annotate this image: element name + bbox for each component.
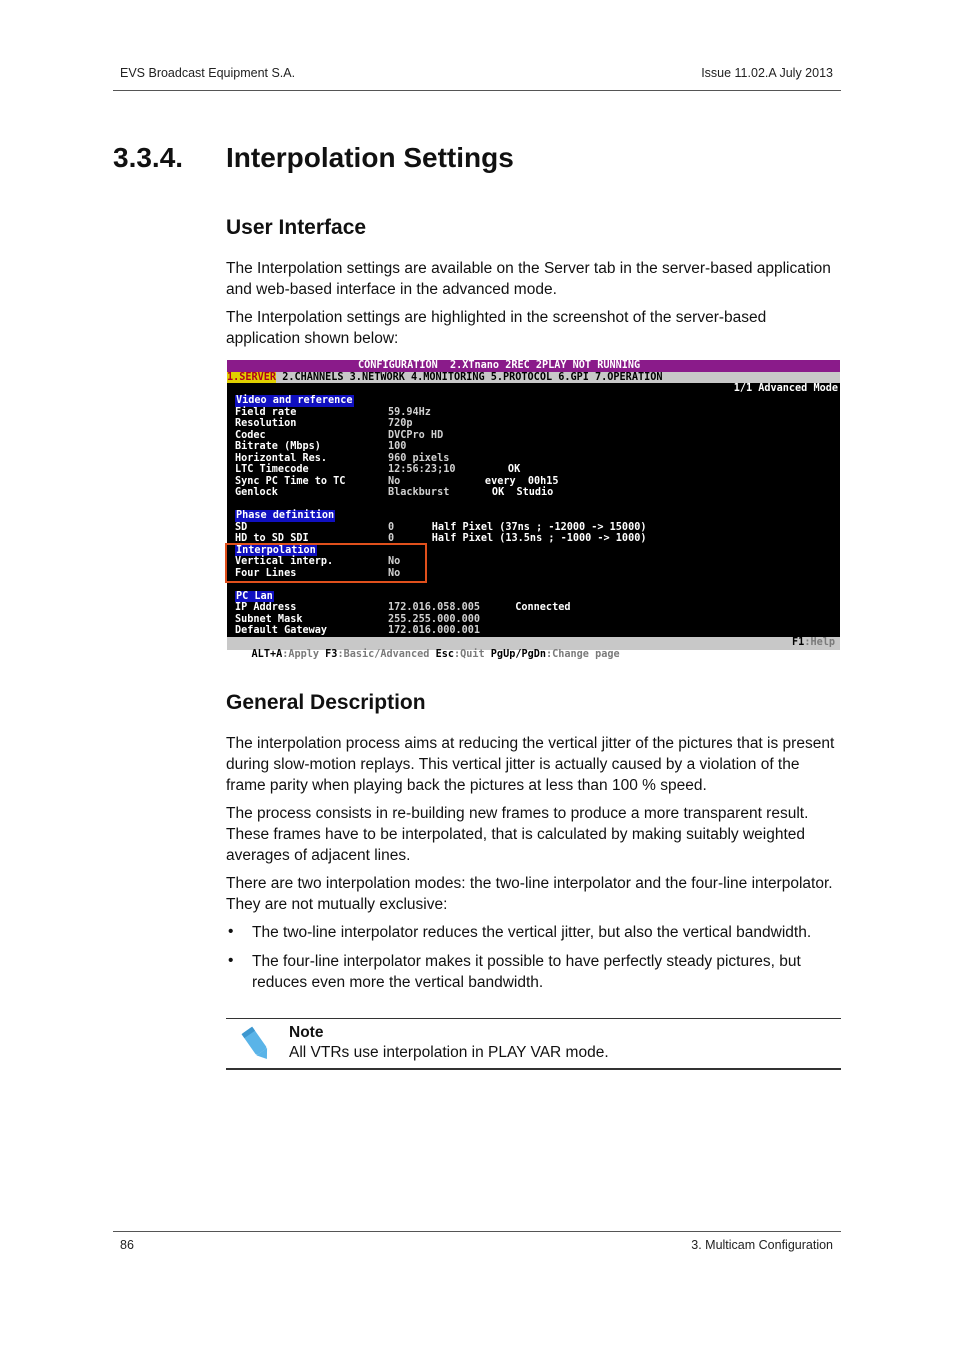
key-f1: F1 — [792, 637, 805, 648]
note-bottom-rule — [226, 1068, 841, 1070]
key-description: :Change page — [546, 648, 620, 660]
terminal-label: HD to SD SDI — [235, 533, 309, 544]
terminal-function-bar — [227, 637, 840, 660]
terminal-label: Vertical interp. — [235, 556, 334, 567]
key-description: :Help — [804, 637, 835, 648]
terminal-label: Field rate — [235, 406, 297, 418]
key-pgup-pgdn: PgUp/PgDn — [490, 648, 546, 660]
help-key — [792, 637, 835, 649]
terminal-section-video: Video and reference — [236, 395, 353, 406]
terminal-value: DVCPro HD — [388, 429, 444, 441]
bullet-item: The four-line interpolator makes it possible to have perfectly steady pictures, but reduces even more the vertical bandwidth. — [252, 953, 801, 991]
terminal-status: Connected — [503, 602, 571, 613]
terminal-label: Sync PC Time to TC — [235, 475, 346, 487]
terminal-label: Resolution — [235, 418, 297, 429]
terminal-title: CONFIGURATION 2.XTnano 2REC 2PLAY NOT RUNNING — [358, 360, 641, 371]
key-alt-a: ALT+A — [251, 648, 283, 660]
terminal-value: Blackburst — [388, 487, 450, 498]
key-description: :Basic/Advanced — [337, 648, 436, 660]
terminal-status: OK Studio — [449, 487, 554, 498]
terminal-value: 172.016.000.001 — [388, 625, 481, 636]
running-header-issue: Issue 11.02.A July 2013 — [701, 66, 833, 80]
terminal-status: every 00h15 — [442, 475, 559, 487]
key-description: :Apply — [282, 648, 326, 660]
terminal-value: 255.255.000.000 — [388, 613, 481, 625]
note-text: All VTRs use interpolation in PLAY VAR mode. — [289, 1044, 609, 1061]
tab-server: 1.SERVER — [227, 371, 277, 383]
key-f3: F3 — [325, 648, 338, 660]
tab-others: 2.CHANNELS 3.NETWORK 4.MONITORING 5.PROTOCOL 6.GPI 7.OPERATION — [276, 371, 663, 383]
terminal-status: Half Pixel (37ns ; -12000 -> 15000) — [395, 521, 647, 533]
terminal-mode: 1/1 Advanced Mode — [733, 383, 838, 394]
terminal-value: 0 — [388, 521, 395, 533]
terminal-value: 100 — [388, 441, 407, 452]
bullet-item: The two-line interpolator reduces the vertical jitter, but also the vertical bandwidth. — [252, 924, 812, 941]
terminal-value: No — [388, 475, 401, 487]
page-number: 86 — [120, 1238, 134, 1252]
section-number: 3.3.4. — [113, 142, 184, 173]
terminal-value: 960 pixels — [388, 452, 450, 464]
terminal-value: 12:56:23;10 — [388, 464, 456, 475]
paragraph: The interpolation process aims at reducing the vertical jitter of the pictures that is present during slow-motion replays. This vertical jitter is actually caused by a violation of the frame parity when playing back the pictures at less than 100 % speed. — [226, 735, 835, 794]
terminal-label: Subnet Mask — [235, 613, 303, 625]
bullet-marker: • — [228, 952, 234, 969]
terminal-value: 720p — [388, 418, 413, 429]
paragraph: The Interpolation settings are highlighted in the screenshot of the server-based application shown below: — [226, 309, 767, 347]
key-description: :Quit — [453, 648, 491, 660]
terminal-section-interpolation: Interpolation — [236, 544, 316, 556]
terminal-label: IP Address — [235, 602, 297, 613]
terminal-value: No — [388, 556, 401, 567]
terminal-label: Horizontal Res. — [235, 452, 328, 464]
section-title: Interpolation Settings — [226, 142, 514, 173]
terminal-label: Four Lines — [235, 567, 297, 579]
paragraph: The process consists in re-building new frames to produce a more transparent result. These frames have to be interpolated, that is calculated by making suitably weighted averages of adjacent lines. — [226, 805, 809, 864]
terminal-tab-bar — [227, 372, 840, 384]
terminal-title-bar — [227, 360, 840, 372]
footer-rule — [113, 1231, 841, 1232]
header-rule — [113, 90, 841, 91]
terminal-label: Bitrate (Mbps) — [235, 441, 321, 452]
terminal-status: Half Pixel (13.5ns ; -1000 -> 1000) — [395, 533, 647, 544]
terminal-section-phase: Phase definition — [236, 510, 335, 521]
key-esc: Esc — [435, 648, 454, 660]
subheading-user-interface: User Interface — [226, 216, 367, 239]
chapter-name: 3. Multicam Configuration — [691, 1238, 833, 1252]
terminal-label: Codec — [235, 429, 266, 441]
pen-icon — [240, 1025, 274, 1063]
terminal-value: 0 — [388, 533, 395, 544]
terminal-status: OK — [465, 464, 521, 475]
terminal-label: Genlock — [235, 487, 278, 498]
bullet-marker: • — [228, 923, 234, 940]
paragraph: There are two interpolation modes: the two-line interpolator and the four-line interpolator. They are not mutually exclusive: — [226, 875, 833, 913]
terminal-section-pc-lan: PC Lan — [236, 590, 273, 602]
running-header-company: EVS Broadcast Equipment S.A. — [120, 66, 296, 80]
note-top-rule — [226, 1018, 841, 1019]
config-terminal-screenshot — [227, 360, 840, 660]
terminal-label: Default Gateway — [235, 625, 328, 636]
terminal-label: SD — [235, 521, 248, 533]
terminal-value: 59.94Hz — [388, 406, 431, 418]
terminal-label: LTC Timecode — [235, 464, 309, 475]
terminal-value: No — [388, 567, 401, 579]
note-title: Note — [289, 1024, 324, 1041]
subheading-general-description: General Description — [226, 691, 426, 714]
interpolation-highlight-box — [225, 543, 427, 583]
terminal-value: 172.016.058.005 — [388, 602, 481, 613]
paragraph: The Interpolation settings are available on the Server tab in the server-based application and web-based interface in the advanced mode. — [226, 260, 831, 298]
